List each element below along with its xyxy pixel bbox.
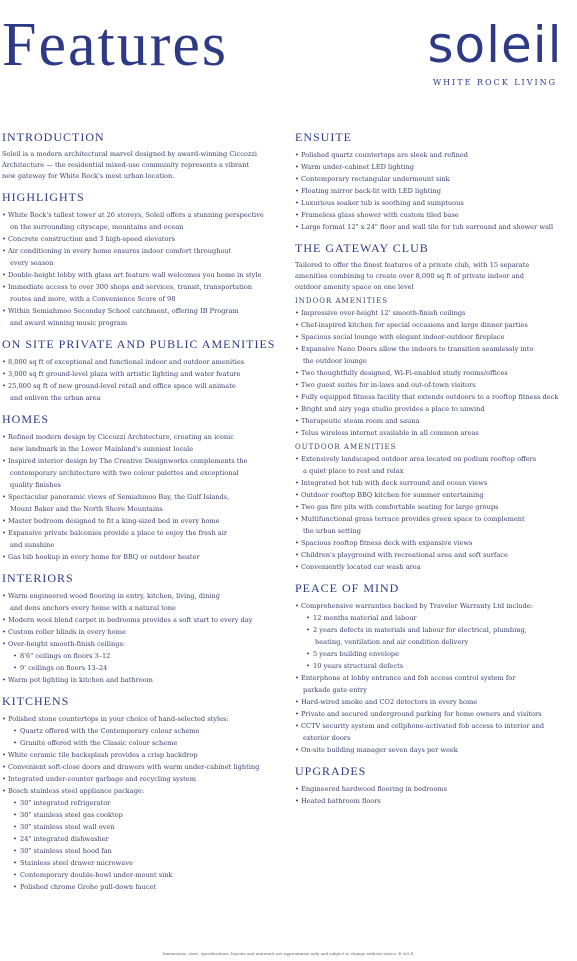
list-item bbox=[295, 489, 575, 501]
list-item bbox=[295, 624, 575, 648]
list-item-text: Two thoughtfully designed, Wi-Fi-enabled study rooms/offices bbox=[301, 369, 508, 377]
list-item bbox=[2, 773, 286, 785]
list-item-text: and dens anchors every home with a natural tone bbox=[10, 604, 176, 612]
bullet-list bbox=[295, 307, 575, 439]
list-item bbox=[2, 515, 286, 527]
list-item-text: Extensively landscaped outdoor area located on podium rooftop offers bbox=[301, 455, 537, 463]
list-item-text: White ceramic tile backsplash provides a crisp backdrop bbox=[8, 751, 198, 759]
bullet-list bbox=[2, 209, 286, 329]
list-item bbox=[2, 626, 286, 638]
list-item bbox=[2, 881, 286, 893]
list-item-text: Telus wireless internet available in all common areas bbox=[301, 429, 479, 437]
list-item-text: Polished chrome Grohe pull-down faucet bbox=[20, 883, 157, 891]
list-item bbox=[2, 305, 286, 329]
list-item-text: Comprehensive warranties backed by Traveler Warranty Ltd include: bbox=[301, 602, 534, 610]
section-heading: HOMES bbox=[2, 412, 50, 426]
bullet-list bbox=[295, 600, 575, 756]
list-item-text: Chef-inspired kitchen for special occasions and large dinner parties bbox=[301, 321, 528, 329]
section-highlights bbox=[2, 190, 286, 329]
list-item bbox=[2, 431, 286, 455]
subsection-heading: OUTDOOR AMENITIES bbox=[295, 443, 397, 451]
list-item bbox=[295, 173, 575, 185]
section-heading: PEACE OF MIND bbox=[295, 581, 400, 595]
list-item-text: Within Semiahmoo Seconday School catchment, offering IB Program bbox=[8, 307, 239, 315]
list-item bbox=[2, 797, 286, 809]
list-item bbox=[295, 708, 575, 720]
list-item bbox=[295, 453, 575, 477]
list-item bbox=[295, 549, 575, 561]
list-item bbox=[295, 343, 575, 367]
list-item bbox=[295, 403, 575, 415]
list-item-text: Inspired interior design by The Creative Designworks complements the bbox=[8, 457, 248, 465]
list-item-text: Two gas fire pits with comfortable seating for large groups bbox=[301, 503, 499, 511]
list-item-text: heating, ventilation and air condition delivery bbox=[315, 638, 469, 646]
bullet-list bbox=[2, 431, 286, 563]
list-item-text: Large format 12" x 24" floor and wall tile for tub surround and shower wall bbox=[301, 223, 554, 231]
section-peace-of-mind bbox=[295, 581, 575, 756]
paragraph-line: outdoor amenity space on one level bbox=[295, 283, 414, 291]
list-item-text: Stainless steel drawer microwave bbox=[20, 859, 133, 867]
subsection-heading: INDOOR AMENITIES bbox=[295, 297, 389, 305]
list-item bbox=[2, 368, 286, 380]
section-heading: ENSUITE bbox=[295, 130, 352, 144]
list-item-text: Custom roller blinds in every home bbox=[8, 628, 126, 636]
bullet-list bbox=[295, 453, 575, 573]
section-on-site-private-and-public-amenities bbox=[2, 337, 286, 404]
list-item bbox=[2, 209, 286, 233]
list-item bbox=[295, 209, 575, 221]
list-item bbox=[295, 720, 575, 744]
list-item bbox=[295, 744, 575, 756]
section-kitchens bbox=[2, 694, 286, 893]
section-upgrades bbox=[295, 764, 575, 807]
list-item-text: every season bbox=[10, 259, 54, 267]
bullet-list bbox=[2, 590, 286, 686]
paragraph-line: Tailored to offer the finest features of a private club, with 15 separate bbox=[295, 261, 530, 269]
section-heading: KITCHENS bbox=[2, 694, 70, 708]
list-item-text: Mount Baker and the North Shore Mountains bbox=[10, 505, 163, 513]
list-item-text: Over-height smooth-finish ceilings: bbox=[8, 640, 126, 648]
list-item-text: Gas bib hookup in every home for BBQ or outdoor heater bbox=[8, 553, 200, 561]
list-item bbox=[2, 785, 286, 797]
bullet-list bbox=[295, 783, 575, 807]
list-item-text: and award winning music program bbox=[10, 319, 128, 327]
list-item-text: 3,000 sq ft ground-level plaza with artistic lighting and water feature bbox=[8, 370, 241, 378]
list-item bbox=[295, 537, 575, 549]
left-column bbox=[2, 130, 286, 901]
list-item bbox=[295, 427, 575, 439]
list-item bbox=[295, 221, 575, 233]
list-item-text: Enterphone at lobby entrance and fob access control system for bbox=[301, 674, 516, 682]
list-item-text: CCTV security system and cellphone-activated fob access to interior and bbox=[301, 722, 545, 730]
list-item bbox=[2, 527, 286, 551]
list-item bbox=[295, 391, 575, 403]
list-item bbox=[295, 783, 575, 795]
list-item-text: White Rock's tallest tower at 26 storeys, Soleil offers a stunning perspective bbox=[8, 211, 264, 219]
list-item-text: 8'6" ceilings on floors 3–12 bbox=[20, 652, 111, 660]
list-item-text: Therapeutic steam room and sauna bbox=[301, 417, 420, 425]
list-item-text: Fully equipped fitness facility that extends outdoors to a rooftop fitness deck bbox=[301, 393, 559, 401]
list-item bbox=[295, 561, 575, 573]
section-homes bbox=[2, 412, 286, 563]
paragraph-line: new gateway for White Rock's most urban location. bbox=[2, 172, 175, 180]
section-ensuite bbox=[295, 130, 575, 233]
paragraph-line: Architecture — the residential mixed-use community represents a vibrant bbox=[2, 161, 250, 169]
list-item-text: Refined modern design by Ciccozzi Architecture, creating an iconic bbox=[8, 433, 234, 441]
list-item bbox=[2, 674, 286, 686]
list-item-text: new landmark in the Lower Mainland's sunniest locale bbox=[10, 445, 194, 453]
list-item bbox=[2, 857, 286, 869]
section-introduction bbox=[2, 130, 286, 182]
list-item bbox=[2, 380, 286, 404]
list-item-text: Convenient soft-close doors and drawers with warm under-cabinet lighting bbox=[8, 763, 260, 771]
list-item-text: Floating mirror back-lit with LED lighting bbox=[301, 187, 441, 195]
list-item-text: routes and more, with a Convenience Score of 98 bbox=[10, 295, 176, 303]
list-item-text: Impressive over-height 12' smooth-finish ceilings bbox=[301, 309, 466, 317]
list-item bbox=[2, 761, 286, 773]
list-item bbox=[295, 319, 575, 331]
list-item-text: 24" integrated dishwasher bbox=[20, 835, 109, 843]
list-item bbox=[2, 650, 286, 662]
list-item-text: and enliven the urban area bbox=[10, 394, 101, 402]
list-item bbox=[295, 307, 575, 319]
list-item-text: Modern wool blend carpet in bedrooms provides a soft start to every day bbox=[8, 616, 253, 624]
list-item bbox=[295, 477, 575, 489]
page-title: Features bbox=[2, 11, 229, 79]
list-item-text: 12 months material and labour bbox=[313, 614, 417, 622]
section-heading: INTRODUCTION bbox=[2, 130, 105, 144]
list-item-text: Engineered hardwood flooring in bedrooms bbox=[301, 785, 447, 793]
list-item-text: 10 years structural defects bbox=[313, 662, 404, 670]
list-item-text: Contemporary double-bowl under-mount sink bbox=[20, 871, 173, 879]
list-item-text: parkade gate entry bbox=[303, 686, 367, 694]
list-item-text: Expansive private balconies provide a place to enjoy the fresh air bbox=[8, 529, 227, 537]
section-heading: THE GATEWAY CLUB bbox=[295, 241, 429, 255]
list-item bbox=[2, 269, 286, 281]
list-item bbox=[2, 809, 286, 821]
list-item-text: Double-height lobby with glass art feature wall welcomes you home in style bbox=[8, 271, 262, 279]
list-item-text: Conveniently located car wash area bbox=[301, 563, 421, 571]
list-item bbox=[2, 845, 286, 857]
list-item-text: Luxurious soaker tub is soothing and sumptuous bbox=[301, 199, 464, 207]
list-item-text: exterior doors bbox=[303, 734, 351, 742]
list-item-text: the urban setting bbox=[303, 527, 361, 535]
disclaimer: Dimensions, sizes, specifications, layouts and materials are approximate only and subject to change without notice. E.&O.E. bbox=[162, 951, 415, 956]
list-item-text: Two guest suites for in-laws and out-of-town visitors bbox=[301, 381, 476, 389]
list-item-text: Quartz offered with the Contemporary colour scheme bbox=[20, 727, 200, 735]
list-item-text: 30" stainless steel gas cooktop bbox=[20, 811, 123, 819]
list-item bbox=[295, 197, 575, 209]
list-item bbox=[295, 795, 575, 807]
list-item bbox=[295, 415, 575, 427]
list-item-text: 2 years defects in materials and labour for electrical, plumbing, bbox=[313, 626, 527, 634]
list-item-text: Spacious social lounge with elegant indoor-outdoor fireplace bbox=[301, 333, 505, 341]
list-item bbox=[295, 660, 575, 672]
list-item-text: Contemporary rectangular undermount sink bbox=[301, 175, 450, 183]
section-the-gateway-club bbox=[295, 241, 575, 573]
list-item-text: Frameless glass shower with custom tiled base bbox=[301, 211, 459, 219]
list-item bbox=[295, 379, 575, 391]
list-item-text: Expansive Nano Doors allow the indoors to transition seamlessly into bbox=[301, 345, 534, 353]
paragraph-line: Soleil is a modern architectural marvel designed by award-winning Ciccozzi bbox=[2, 150, 257, 158]
list-item-text: 9' ceilings on floors 13–24 bbox=[20, 664, 108, 672]
list-item-text: Integrated under-counter garbage and recycling system bbox=[8, 775, 196, 783]
list-item-text: Private and secured underground parking for home owners and visitors bbox=[301, 710, 542, 718]
list-item-text: Air conditioning in every home ensures indoor comfort throughout bbox=[8, 247, 232, 255]
list-item bbox=[295, 612, 575, 624]
section-heading: ON SITE PRIVATE AND PUBLIC AMENITIES bbox=[2, 337, 276, 351]
list-item-text: Warm under-cabinet LED lighting bbox=[301, 163, 414, 171]
brand-logo bbox=[420, 16, 570, 87]
list-item bbox=[2, 455, 286, 491]
list-item bbox=[295, 513, 575, 537]
list-item bbox=[2, 356, 286, 368]
list-item-text: Master bedroom designed to fit a king-sized bed in every home bbox=[8, 517, 220, 525]
list-item-text: a quiet place to rest and relax bbox=[303, 467, 404, 475]
right-column bbox=[295, 130, 575, 815]
list-item-text: contemporary architecture with two colour palettes and exceptional bbox=[10, 469, 239, 477]
list-item-text: Integrated hot tub with deck surround and ocean views bbox=[301, 479, 488, 487]
list-item-text: Concrete construction and 3 high-speed elevators bbox=[8, 235, 176, 243]
list-item-text: 25,000 sq ft of new ground-level retail and office space will animate bbox=[8, 382, 236, 390]
list-item bbox=[295, 185, 575, 197]
section-heading: UPGRADES bbox=[295, 764, 367, 778]
section-paragraph bbox=[295, 260, 575, 293]
list-item-text: 8,000 sq ft of exceptional and functional indoor and outdoor amenities bbox=[8, 358, 245, 366]
list-item-text: Polished stone countertops in your choice of hand-selected styles: bbox=[8, 715, 229, 723]
list-item bbox=[2, 833, 286, 845]
list-item bbox=[2, 281, 286, 305]
section-heading: HIGHLIGHTS bbox=[2, 190, 85, 204]
list-item-text: Children's playground with recreational area and soft surface bbox=[301, 551, 508, 559]
list-item-text: quality finishes bbox=[10, 481, 61, 489]
list-item bbox=[295, 367, 575, 379]
list-item bbox=[295, 331, 575, 343]
list-item bbox=[2, 551, 286, 563]
paragraph-line: amenities combining to create over 8,000 sq ft of private indoor and bbox=[295, 272, 524, 280]
list-item-text: the outdoor lounge bbox=[303, 357, 367, 365]
list-item-text: 5 years building envelope bbox=[313, 650, 400, 658]
brand-tagline: WHITE ROCK LIVING bbox=[432, 78, 558, 87]
list-item bbox=[2, 614, 286, 626]
list-item bbox=[295, 161, 575, 173]
list-item bbox=[295, 600, 575, 612]
bullet-list bbox=[2, 713, 286, 893]
list-item bbox=[295, 648, 575, 660]
list-item-text: Granite offered with the Classic colour scheme bbox=[20, 739, 178, 747]
list-item-text: and sunshine bbox=[10, 541, 55, 549]
section-paragraph bbox=[2, 149, 286, 182]
section-interiors bbox=[2, 571, 286, 686]
section-heading: INTERIORS bbox=[2, 571, 74, 585]
list-item bbox=[2, 737, 286, 749]
list-item-text: Polished quartz countertops are sleek and refined bbox=[301, 151, 468, 159]
list-item bbox=[2, 749, 286, 761]
list-item bbox=[2, 638, 286, 650]
list-item-text: 30" integrated refrigerator bbox=[20, 799, 111, 807]
list-item bbox=[2, 821, 286, 833]
list-item-text: Bosch stainless steel appliance package: bbox=[8, 787, 145, 795]
list-item-text: Heated bathroom floors bbox=[301, 797, 381, 805]
list-item-text: Outdoor rooftop BBQ kitchen for summer entertaining bbox=[301, 491, 484, 499]
list-item-text: Warm pot lighting in kitchen and bathroom bbox=[8, 676, 153, 684]
list-item bbox=[2, 713, 286, 725]
list-item bbox=[2, 245, 286, 269]
list-item bbox=[295, 672, 575, 696]
list-item bbox=[2, 590, 286, 614]
list-item-text: on the surrounding cityscape, mountains and ocean bbox=[10, 223, 184, 231]
list-item-text: Immediate access to over 300 shops and services, transit, transportation bbox=[8, 283, 253, 291]
list-item bbox=[2, 725, 286, 737]
list-item bbox=[2, 233, 286, 245]
list-item bbox=[295, 696, 575, 708]
list-item-text: On-site building manager seven days per week bbox=[301, 746, 458, 754]
list-item bbox=[295, 501, 575, 513]
list-item-text: Spectacular panoramic views of Semiahmoo Bay, the Gulf Islands, bbox=[8, 493, 230, 501]
list-item-text: Multifunctional grass terrace provides green space to complement bbox=[301, 515, 525, 523]
brand-name: soleil bbox=[427, 16, 563, 74]
list-item bbox=[2, 491, 286, 515]
list-item-text: 30" stainless steel hood fan bbox=[20, 847, 112, 855]
list-item-text: Hard-wired smoke and CO2 detectors in every home bbox=[301, 698, 478, 706]
list-item-text: Spacious rooftop fitness deck with expansive views bbox=[301, 539, 473, 547]
list-item-text: 30" stainless steel wall oven bbox=[20, 823, 115, 831]
bullet-list bbox=[2, 356, 286, 404]
list-item-text: Warm engineered wood flooring in entry, kitchen, living, dining bbox=[8, 592, 220, 600]
list-item bbox=[295, 149, 575, 161]
list-item bbox=[2, 662, 286, 674]
list-item bbox=[2, 869, 286, 881]
list-item-text: Bright and airy yoga studio provides a place to unwind bbox=[301, 405, 485, 413]
bullet-list bbox=[295, 149, 575, 233]
